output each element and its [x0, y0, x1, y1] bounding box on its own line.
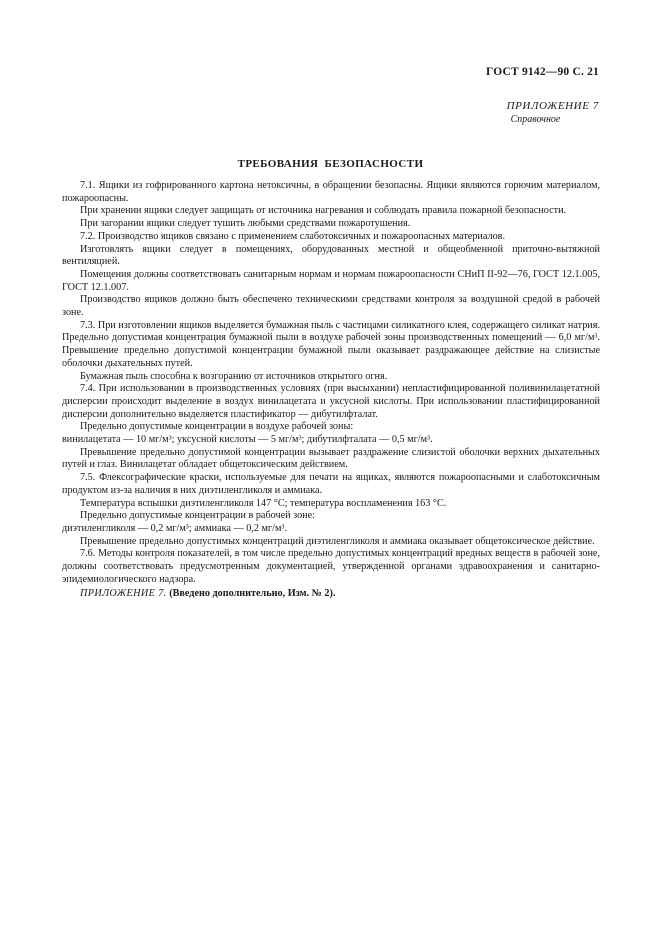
section-title: ТРЕБОВАНИЯ БЕЗОПАСНОСТИ: [237, 158, 424, 170]
amendment-text: (Введено дополнительно, Изм. № 2).: [166, 587, 336, 599]
paragraph: 7.4. При использовании в производственных условиях (при высыхании) непластифицированной поливинилацетатной дисперсии происходит выделение в воздух винилацетата и уксусной кислоты. При использовании пластифицированной дисперсии дополнительно выделяется пластификатор — дибутилфталат.: [62, 383, 600, 420]
paragraph: Помещения должны соответствовать санитарным нормам и нормам пожароопасности СНиП II-92—76, ГОСТ 12.1.005, ГОСТ 12.1.007.: [62, 268, 600, 293]
paragraph: 7.6. Методы контроля показателей, в том числе предельно допустимых концентраций вредных веществ в рабочей зоне, должны соответствовать предусмотренным документацией, утвержденной органами здравоохранения и санитарно-эпидемиологического надзора.: [62, 548, 600, 585]
paragraph: винилацетата — 10 мг/м³; уксусной кислоты — 5 мг/м³; дибутилфталата — 0,5 мг/м³.: [62, 434, 433, 446]
paragraph: Производство ящиков должно быть обеспечено техническими средствами контроля за воздушной средой в рабочей зоне.: [62, 294, 600, 319]
amendment-note: [62, 588, 600, 601]
paragraph: Бумажная пыль способна к возгоранию от источников открытого огня.: [80, 370, 388, 382]
appendix-reference: ПРИЛОЖЕНИЕ 7.: [80, 587, 167, 599]
appendix-type: Справочное: [510, 114, 561, 125]
page-header-doc-id: ГОСТ 9142—90 С. 21: [486, 66, 599, 78]
paragraph: Предельно допустимые концентрации в воздухе рабочей зоны:: [80, 421, 354, 433]
paragraph: Превышение предельно допустимых концентраций диэтиленгликоля и аммиака оказывает общетоксическое действие.: [80, 535, 595, 547]
paragraph: При загорании ящики следует тушить любыми средствами пожаротушения.: [80, 218, 411, 230]
paragraph: Температура вспышки диэтиленгликоля 147 °С; температура воспламенения 163 °С.: [80, 497, 447, 509]
paragraph: 7.5. Флексографические краски, используемые для печати на ящиках, являются пожароопасными и слаботоксичным продуктом из-за наличия в них диэтиленгликоля и аммиака.: [62, 472, 600, 496]
appendix-label: ПРИЛОЖЕНИЕ 7: [506, 100, 599, 112]
paragraph: 7.1. Ящики из гофрированного картона нетоксичны, в обращении безопасны. Ящики являются горючим материалом, пожароопасны.: [62, 180, 600, 204]
paragraph: Предельно допустимые концентрации в рабочей зоне:: [80, 510, 315, 522]
paragraph: 7.3. При изготовлении ящиков выделяется бумажная пыль с частицами силикатного клея, содержащего силикат натрия. Предельно допустимая концентрация бумажной пыли в воздухе рабочей зоны производственных помещений — 6,0 мг/м³. Превышение предельно допустимой концентрации бумажной пыли оказывает раздражающее действие на слизистые оболочки дыхательных путей.: [62, 319, 600, 369]
paragraph: 7.2. Производство ящиков связано с применением слаботоксичных и пожароопасных материалов.: [80, 230, 506, 242]
appendix-block: [507, 99, 599, 127]
paragraph: Изготовлять ящики следует в помещениях, оборудованных местной и общеобменной приточно-вытяжной вентиляцией.: [62, 243, 600, 268]
document-body: [62, 180, 600, 600]
paragraph: Превышение предельно допустимой концентрации вызывает раздражение слизистой оболочки верхних дыхательных путей и глаз. Винилацетат обладает общетоксическим действием.: [62, 446, 600, 471]
paragraph: При хранении ящики следует защищать от источника нагревания и соблюдать правила пожарной безопасности.: [80, 205, 567, 217]
paragraph: диэтиленгликоля — 0,2 мг/м³; аммиака — 0,2 мг/м³.: [62, 522, 287, 534]
